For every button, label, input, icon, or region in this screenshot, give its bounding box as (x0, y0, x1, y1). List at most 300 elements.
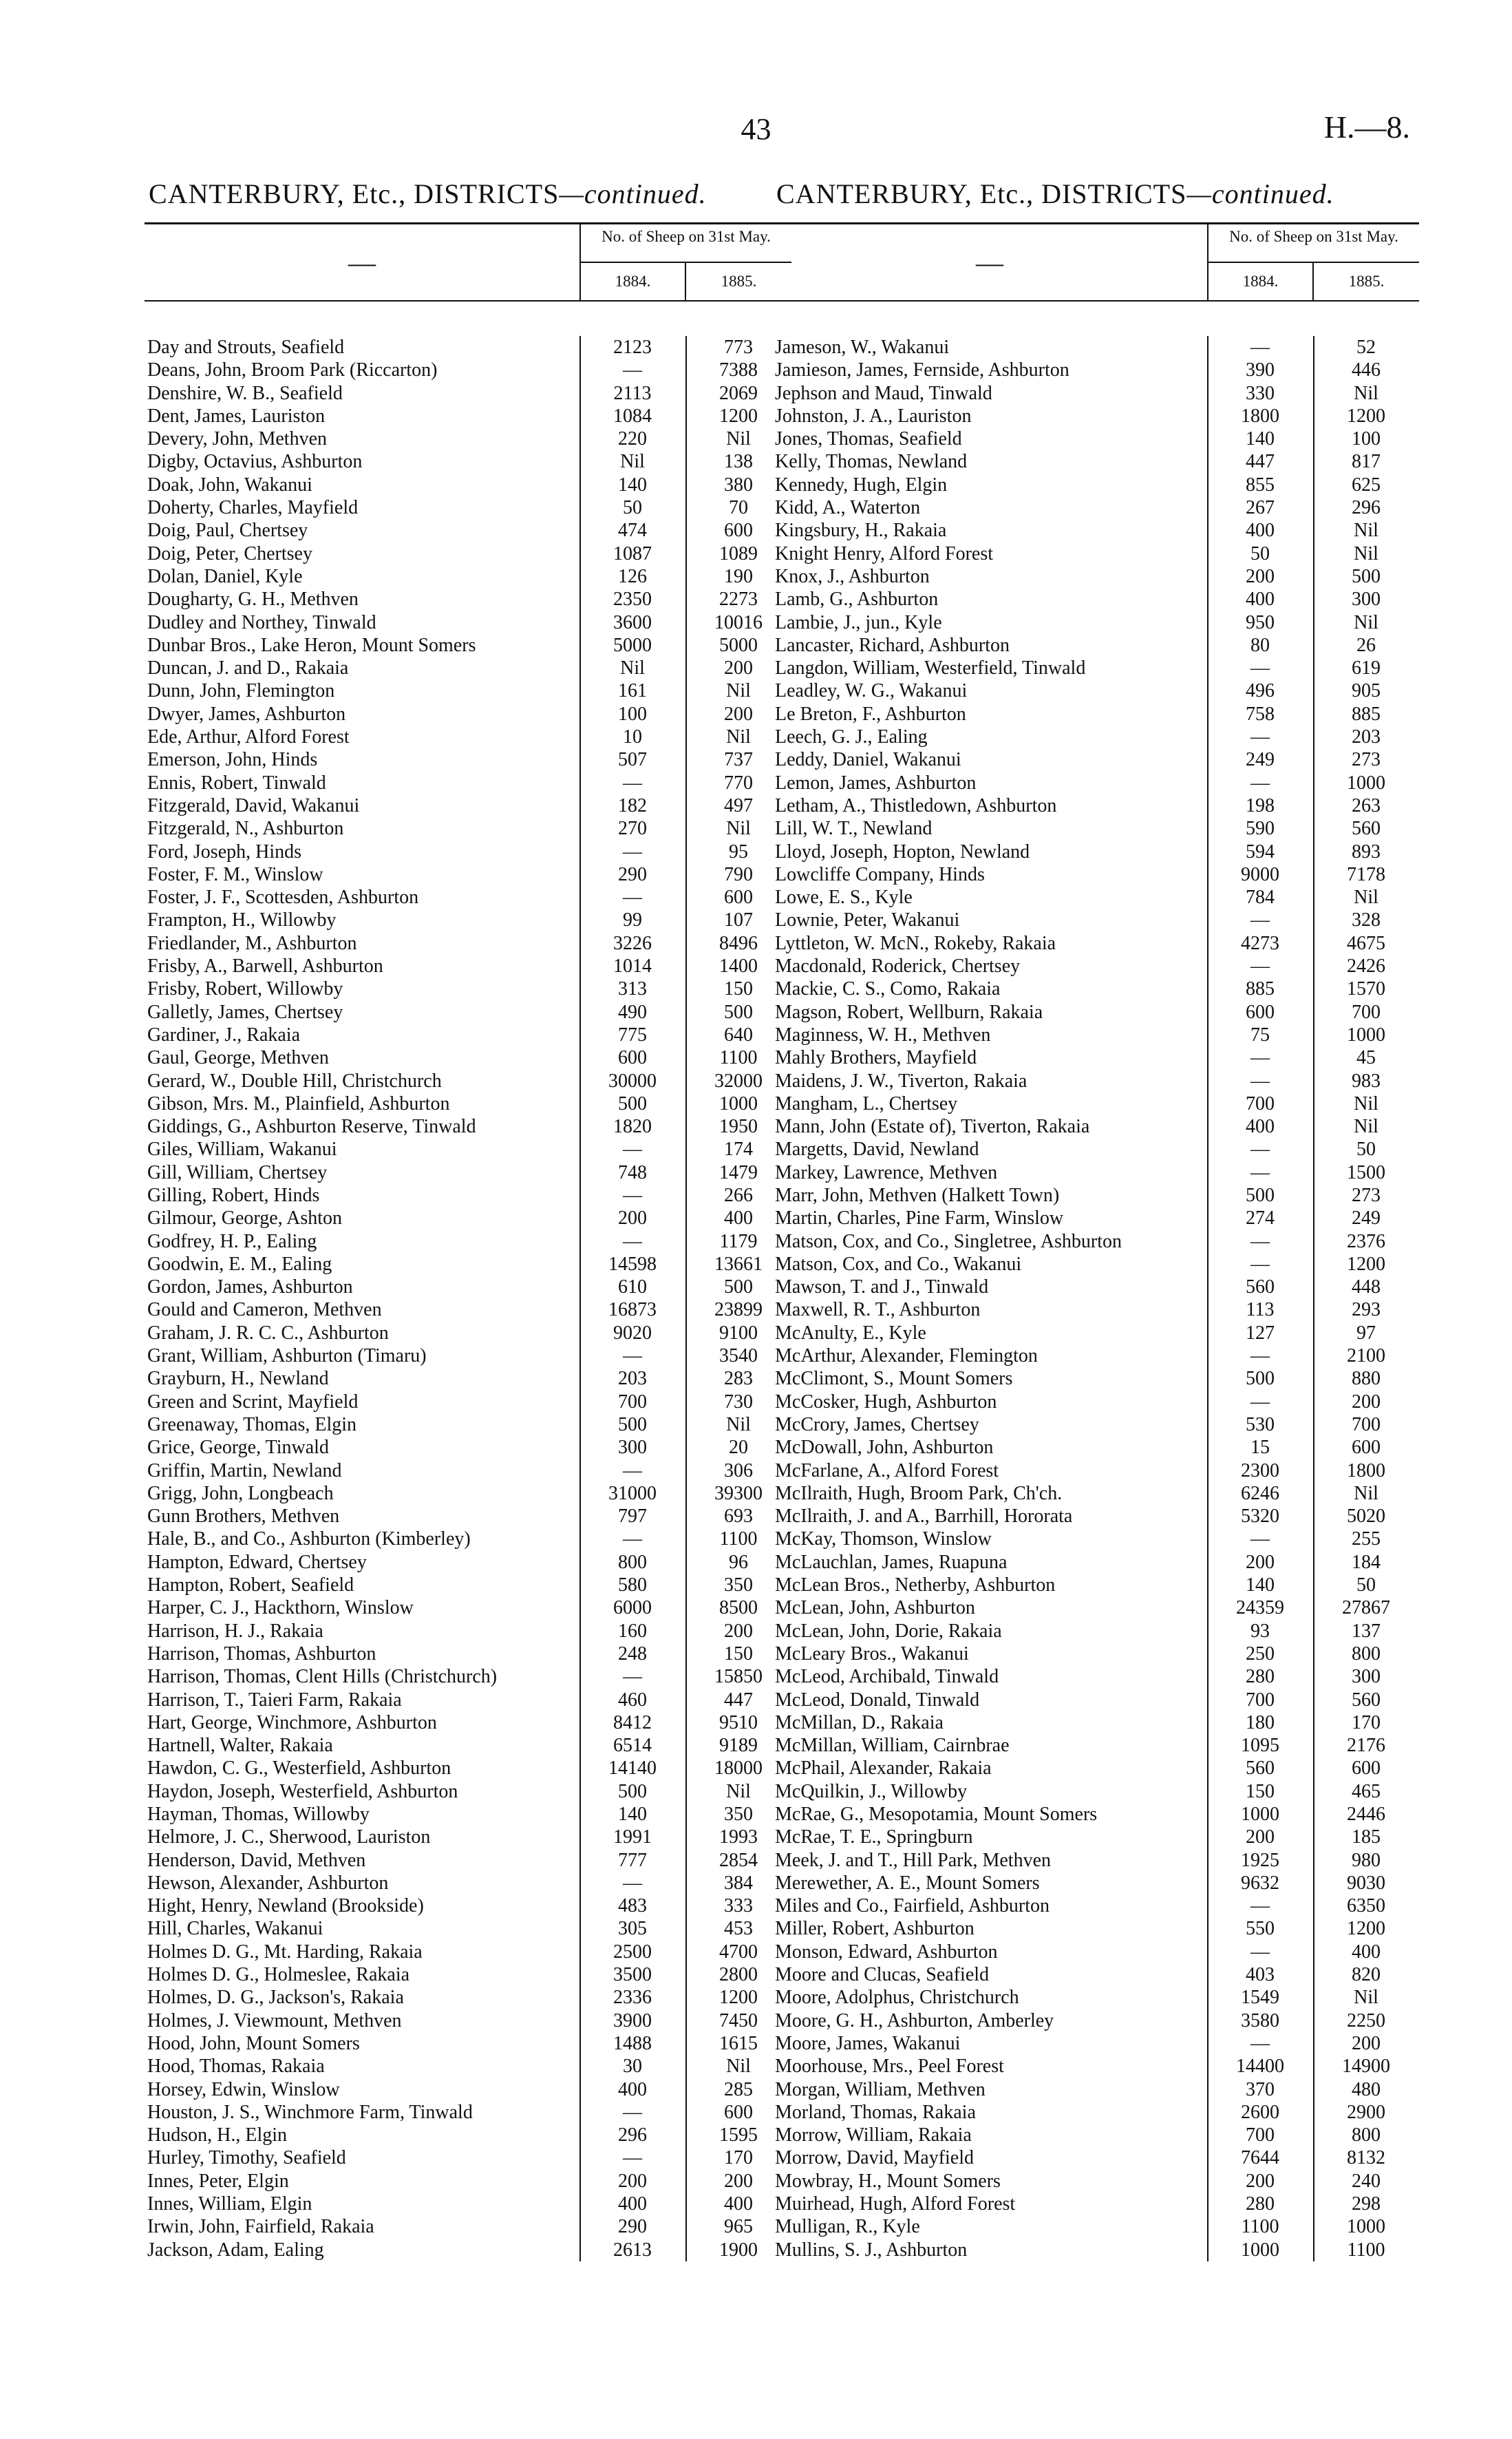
sheep-1885: Nil (1354, 1092, 1378, 1115)
owner-name: Miller, Robert, Ashburton (775, 1918, 975, 1940)
table-row (772, 2009, 1419, 2032)
table-row (772, 1894, 1419, 1917)
table-row (145, 1505, 791, 1528)
table-row (772, 1551, 1419, 1574)
table-row (145, 1138, 791, 1161)
sheep-1885: 96 (729, 1551, 748, 1573)
owner-name: Lemon, James, Ashburton (775, 772, 977, 794)
sheep-1885: Nil (726, 2056, 751, 2078)
sheep-1885: 350 (724, 1574, 753, 1596)
table-row (145, 336, 791, 359)
table-row (145, 1161, 791, 1184)
owner-name: Lancaster, Richard, Ashburton (775, 634, 1010, 656)
sheep-1885: 1179 (719, 1230, 758, 1252)
table-row (145, 588, 791, 611)
table-row (145, 1528, 791, 1550)
owner-name: Harper, C. J., Hackthorn, Winslow (147, 1597, 414, 1619)
table-row (145, 1184, 791, 1207)
table-row (145, 978, 791, 1000)
owner-name: Gordon, James, Ashburton (147, 1276, 353, 1298)
sheep-1884: 3900 (613, 2009, 652, 2031)
sheep-1884: — (623, 359, 642, 381)
sheep-1885: 1000 (1347, 772, 1385, 794)
sheep-1885: Nil (1354, 1987, 1378, 2009)
sheep-1884: 3500 (613, 1964, 652, 1986)
sheep-1885: 26 (1356, 634, 1376, 656)
sheep-1884: 400 (618, 2078, 647, 2100)
owner-name: Grigg, John, Longbeach (147, 1482, 334, 1504)
table-row (145, 703, 791, 726)
table-row (772, 2032, 1419, 2055)
sheep-1885: Nil (726, 726, 751, 748)
table-row (772, 1941, 1419, 1963)
sheep-1885: 8500 (719, 1597, 758, 1619)
sheep-1884: 2350 (613, 589, 652, 611)
sheep-1885: 100 (1352, 428, 1381, 450)
sheep-1885: Nil (726, 818, 751, 840)
sheep-1885: 700 (1352, 1001, 1381, 1023)
sheep-1884: 600 (618, 1047, 647, 1069)
table-row (772, 1070, 1419, 1092)
sheep-1884: 280 (1246, 2193, 1275, 2215)
owner-name: Devery, John, Methven (147, 428, 328, 450)
owner-name: Lownie, Peter, Wakanui (775, 909, 960, 931)
table-row (145, 2009, 791, 2032)
sheep-1884: 610 (618, 1276, 647, 1298)
sheep-1885: 32000 (714, 1070, 763, 1092)
owner-name: Hartnell, Walter, Rakaia (147, 1735, 333, 1757)
sheep-1884: Nil (620, 657, 645, 679)
table-row (772, 1230, 1419, 1253)
owner-name: Monson, Edward, Ashburton (775, 1941, 998, 1963)
right-table-header (772, 224, 1419, 302)
table-row (145, 382, 791, 405)
sheep-1885: 1900 (719, 2239, 758, 2261)
owner-name: Mulligan, R., Kyle (775, 2216, 920, 2238)
sheep-1884: 600 (1246, 1001, 1275, 1023)
sheep-1885: 1089 (719, 542, 758, 564)
table-row (772, 1963, 1419, 1986)
owner-name: Kingsbury, H., Rakaia (775, 520, 947, 542)
owner-name: Markey, Lawrence, Methven (775, 1161, 998, 1183)
sheep-1885: 965 (724, 2216, 753, 2238)
sheep-1884: 140 (618, 1804, 647, 1825)
owner-name: Innes, William, Elgin (147, 2193, 312, 2215)
table-row (145, 2239, 791, 2261)
owner-name: Maginness, W. H., Methven (775, 1024, 991, 1046)
table-row (145, 1115, 791, 1138)
year-1884-header: 1884. (1208, 263, 1314, 300)
page-number: 43 (741, 112, 771, 146)
sheep-1884: 855 (1246, 474, 1275, 496)
sheep-1884: 400 (1246, 589, 1275, 611)
sheep-1885: 465 (1352, 1780, 1381, 1802)
sheep-1885: 497 (724, 794, 753, 816)
owner-name: Hayman, Thomas, Willowby (147, 1804, 370, 1825)
sheep-1884: 2613 (613, 2239, 652, 2261)
table-row (772, 1391, 1419, 1413)
sheep-1884: 550 (1246, 1918, 1275, 1940)
sheep-1885: 1000 (719, 1092, 758, 1115)
table-row (145, 405, 791, 427)
name-column-header: — (976, 246, 1003, 278)
sheep-1885: 600 (724, 520, 753, 542)
sheep-1884: 161 (618, 680, 647, 702)
table-row (145, 2078, 791, 2101)
owner-name: Irwin, John, Fairfield, Rakaia (147, 2216, 374, 2238)
sheep-1884: 1991 (613, 1826, 652, 1848)
sheep-1884: — (1250, 1139, 1270, 1161)
owner-name: Gould and Cameron, Methven (147, 1299, 382, 1321)
sheep-1884: 3600 (613, 611, 652, 633)
table-row (772, 841, 1419, 863)
sheep-1884: 580 (618, 1574, 647, 1596)
table-row (772, 1413, 1419, 1436)
owner-name: Kidd, A., Waterton (775, 497, 921, 519)
sheep-1885: 380 (724, 474, 753, 496)
table-row (772, 1276, 1419, 1298)
table-row (772, 726, 1419, 748)
table-row (145, 2101, 791, 2124)
sheep-1884: 1820 (613, 1116, 652, 1138)
sheep-1885: 14900 (1342, 2056, 1390, 2078)
sheep-1885: 693 (724, 1506, 753, 1528)
sheep-1885: 500 (724, 1276, 753, 1298)
right-column (772, 178, 1419, 2261)
sheep-1885: 983 (1352, 1070, 1381, 1092)
table-row (145, 1780, 791, 1803)
table-row (145, 611, 791, 634)
owner-name: Mawson, T. and J., Tinwald (775, 1276, 989, 1298)
owner-name: Lill, W. T., Newland (775, 818, 933, 840)
sheep-1885: 203 (1352, 726, 1381, 748)
sheep-1885: 560 (1352, 1689, 1381, 1711)
table-row (772, 1780, 1419, 1803)
table-row (145, 634, 791, 657)
sheep-1884: 9632 (1241, 1872, 1279, 1894)
owner-name: Green and Scrint, Mayfield (147, 1391, 359, 1413)
owner-name: McCosker, Hugh, Ashburton (775, 1391, 997, 1413)
table-row (145, 1482, 791, 1505)
owner-name: McFarlane, A., Alford Forest (775, 1459, 999, 1481)
sheep-1884: 2500 (613, 1941, 652, 1963)
sheep-1884: 220 (618, 428, 647, 450)
sheep-1885: 150 (724, 978, 753, 1000)
sheep-1885: 770 (724, 772, 753, 794)
owner-name: Matson, Cox, and Co., Wakanui (775, 1253, 1022, 1275)
sheep-1884: 6000 (613, 1597, 652, 1619)
sheep-1884: — (1250, 955, 1270, 978)
table-row (145, 2215, 791, 2238)
sheep-1884: 14598 (608, 1253, 657, 1275)
sheep-1884: 267 (1246, 497, 1275, 519)
sheep-1884: 14400 (1236, 2056, 1284, 2078)
owner-name: Macdonald, Roderick, Chertsey (775, 955, 1021, 978)
sheep-1884: 9020 (613, 1322, 652, 1344)
owner-name: Matson, Cox, and Co., Singletree, Ashburton (775, 1230, 1122, 1252)
table-row (145, 474, 791, 496)
owner-name: Hawdon, C. G., Westerfield, Ashburton (147, 1757, 451, 1780)
table-row (145, 2193, 791, 2215)
sheep-1885: 1615 (719, 2032, 758, 2054)
sheep-1884: 200 (1246, 1826, 1275, 1848)
sheep-1885: 45 (1356, 1047, 1376, 1069)
sheep-1884: 500 (618, 1780, 647, 1802)
owner-name: Moore and Clucas, Seafield (775, 1964, 990, 1986)
owner-name: Goodwin, E. M., Ealing (147, 1253, 332, 1275)
owner-name: McIlraith, J. and A., Barrhill, Hororata (775, 1506, 1073, 1528)
sheep-1885: 817 (1352, 451, 1381, 473)
table-row (145, 1689, 791, 1711)
sheep-1885: 266 (724, 1184, 753, 1206)
sheep-1884: 500 (618, 1413, 647, 1435)
table-row (772, 1161, 1419, 1184)
sheep-1885: 8496 (719, 932, 758, 954)
sheep-1884: 6246 (1241, 1482, 1279, 1504)
sheep-1884: 748 (618, 1161, 647, 1183)
sheep-1884: 2600 (1241, 2101, 1279, 2123)
sheep-1885: 306 (724, 1459, 753, 1481)
sheep-1884: 140 (1246, 1574, 1275, 1596)
table-row (145, 726, 791, 748)
owner-name: Lowe, E. S., Kyle (775, 887, 913, 909)
sheep-1884: 300 (618, 1437, 647, 1459)
owner-name: Hampton, Edward, Chertsey (147, 1551, 367, 1573)
table-row (772, 427, 1419, 450)
sheep-1885: 9100 (719, 1322, 758, 1344)
owner-name: Gardiner, J., Rakaia (147, 1024, 301, 1046)
sheep-1885: 2800 (719, 1964, 758, 1986)
sheep-1884: 200 (1246, 1551, 1275, 1573)
table-row (772, 1138, 1419, 1161)
owner-name: Hurley, Timothy, Seafield (147, 2147, 346, 2169)
sheep-1884: 203 (618, 1368, 647, 1390)
table-row (772, 2055, 1419, 2078)
sheep-1885: 2250 (1347, 2009, 1385, 2031)
sheep-1884: 10 (623, 726, 642, 748)
owner-name: Hart, George, Winchmore, Ashburton (147, 1711, 437, 1733)
owner-name: Frisby, Robert, Willowby (147, 978, 343, 1000)
table-row (772, 2101, 1419, 2124)
owner-name: Doig, Peter, Chertsey (147, 542, 312, 564)
table-row (145, 450, 791, 473)
owner-name: Grant, William, Ashburton (Timaru) (147, 1345, 427, 1367)
owner-name: Maidens, J. W., Tiverton, Rakaia (775, 1070, 1027, 1092)
owner-name: Dolan, Daniel, Kyle (147, 565, 303, 587)
sheep-1885: 1570 (1347, 978, 1385, 1000)
sheep-1884: 775 (618, 1024, 647, 1046)
sheep-1885: 600 (1352, 1437, 1381, 1459)
sheep-1885: 296 (1352, 497, 1381, 519)
table-row (145, 1643, 791, 1665)
table-row (145, 2170, 791, 2193)
sheep-1885: 263 (1352, 794, 1381, 816)
owner-name: McClimont, S., Mount Somers (775, 1368, 1013, 1390)
owner-name: Le Breton, F., Ashburton (775, 703, 966, 725)
sheep-1884: — (1250, 1161, 1270, 1183)
sheep-1885: 4675 (1347, 932, 1385, 954)
owner-name: Kelly, Thomas, Newland (775, 451, 968, 473)
sheep-1885: 70 (729, 497, 748, 519)
table-row (772, 474, 1419, 496)
sheep-1885: 137 (1352, 1620, 1381, 1642)
owner-name: Ford, Joseph, Hinds (147, 841, 302, 863)
table-row (772, 1528, 1419, 1550)
sheep-1885: 480 (1352, 2078, 1381, 2100)
table-row (145, 2055, 791, 2078)
owner-name: Jephson and Maud, Tinwald (775, 382, 992, 404)
sheep-1885: 293 (1352, 1299, 1381, 1321)
table-row (145, 1298, 791, 1321)
owner-name: Kennedy, Hugh, Elgin (775, 474, 948, 496)
sheep-1885: 8132 (1347, 2147, 1385, 2169)
sheep-1884: 400 (618, 2193, 647, 2215)
table-row (145, 2124, 791, 2146)
table-row (772, 2215, 1419, 2238)
owner-name: Jamieson, James, Fernside, Ashburton (775, 359, 1069, 381)
table-row (145, 1665, 791, 1688)
owner-name: Jameson, W., Wakanui (775, 337, 950, 358)
sheep-1884: 296 (618, 2124, 647, 2146)
table-row (772, 359, 1419, 381)
sheep-1885: 249 (1352, 1207, 1381, 1229)
sheep-1885: 600 (724, 2101, 753, 2123)
sheep-1885: Nil (1354, 1482, 1378, 1504)
owner-name: McKay, Thomson, Winslow (775, 1528, 992, 1550)
owner-name: Denshire, W. B., Seafield (147, 382, 343, 404)
owner-name: Dwyer, James, Ashburton (147, 703, 346, 725)
sheep-1884: 100 (618, 703, 647, 725)
table-row (145, 1872, 791, 1894)
owner-name: McLeary Bros., Wakanui (775, 1643, 969, 1665)
owner-name: Magson, Robert, Wellburn, Rakaia (775, 1001, 1043, 1023)
table-row (145, 772, 791, 794)
table-row (145, 886, 791, 909)
owner-name: McLeod, Donald, Tinwald (775, 1689, 980, 1711)
table-row (772, 1207, 1419, 1229)
table-row (772, 1092, 1419, 1115)
table-row (772, 1505, 1419, 1528)
sheep-1885: 333 (724, 1895, 753, 1917)
table-row (145, 841, 791, 863)
sheep-1885: 1400 (719, 955, 758, 978)
owner-name: Godfrey, H. P., Ealing (147, 1230, 317, 1252)
owner-name: Ede, Arthur, Alford Forest (147, 726, 350, 748)
owner-name: Hewson, Alexander, Ashburton (147, 1872, 389, 1894)
sheep-1885: 10016 (714, 611, 763, 633)
table-row (772, 450, 1419, 473)
owner-name: Mackie, C. S., Como, Rakaia (775, 978, 1001, 1000)
table-row (772, 1344, 1419, 1367)
owner-name: Emerson, John, Hinds (147, 749, 318, 771)
owner-name: Johnston, J. A., Lauriston (775, 405, 972, 427)
sheep-1884: — (623, 841, 642, 863)
table-row (772, 1986, 1419, 2009)
sheep-1884: 474 (618, 520, 647, 542)
table-row (145, 1711, 791, 1734)
owner-name: Moore, James, Wakanui (775, 2032, 961, 2054)
owner-name: Gilling, Robert, Hinds (147, 1184, 320, 1206)
sheep-1885: 2426 (1347, 955, 1385, 978)
table-row (145, 748, 791, 771)
owner-name: Foster, J. F., Scottesden, Ashburton (147, 887, 419, 909)
table-row (772, 565, 1419, 588)
table-row (145, 932, 791, 955)
sheep-1884: — (623, 1666, 642, 1688)
table-row (772, 1482, 1419, 1505)
owner-name: Henderson, David, Methven (147, 1849, 366, 1871)
table-row (145, 542, 791, 565)
table-row (145, 2032, 791, 2055)
sheep-1884: 500 (1246, 1368, 1275, 1390)
sheep-1885: Nil (726, 680, 751, 702)
sheep-1885: 400 (724, 1207, 753, 1229)
sheep-1885: 13661 (714, 1253, 763, 1275)
sheep-1884: 797 (618, 1506, 647, 1528)
sheep-1885: 200 (724, 703, 753, 725)
owner-name: Gerard, W., Double Hill, Christchurch (147, 1070, 442, 1092)
owner-name: McRae, G., Mesopotamia, Mount Somers (775, 1804, 1098, 1825)
sheep-1884: — (623, 1528, 642, 1550)
left-column-title: CANTERBURY, Etc., DISTRICTS—continued. (149, 178, 707, 209)
table-row (772, 1322, 1419, 1344)
table-row (772, 1643, 1419, 1665)
sheep-1884: 496 (1246, 680, 1275, 702)
sheep-1884: 758 (1246, 703, 1275, 725)
table-row (145, 817, 791, 840)
sheep-1884: 530 (1246, 1413, 1275, 1435)
table-row (145, 657, 791, 679)
sheep-1884: 1087 (613, 542, 652, 564)
owner-name: Jackson, Adam, Ealing (147, 2239, 324, 2261)
owner-name: Leadley, W. G., Wakanui (775, 680, 968, 702)
sheep-1885: 18000 (714, 1757, 763, 1780)
owner-name: Ennis, Robert, Tinwald (147, 772, 326, 794)
sheep-1884: 1800 (1241, 405, 1279, 427)
sheep-1885: 50 (1356, 1574, 1376, 1596)
sheep-1885: 300 (1352, 1666, 1381, 1688)
owner-name: McLean, John, Ashburton (775, 1597, 975, 1619)
table-row (772, 1689, 1419, 1711)
table-row (145, 863, 791, 886)
sheep-1885: 170 (724, 2147, 753, 2169)
sheep-1885: 328 (1352, 909, 1381, 931)
sheep-1885: 800 (1352, 2124, 1381, 2146)
sheep-1885: 1950 (719, 1116, 758, 1138)
sheep-1885: 150 (724, 1643, 753, 1665)
sheep-1885: Nil (1354, 887, 1378, 909)
sheep-1885: 7450 (719, 2009, 758, 2031)
sheep-1885: 384 (724, 1872, 753, 1894)
table-row (772, 657, 1419, 679)
left-column (145, 178, 791, 2261)
sheep-1884: 5320 (1241, 1506, 1279, 1528)
table-row (772, 1115, 1419, 1138)
owner-name: Frisby, A., Barwell, Ashburton (147, 955, 383, 978)
sheep-1885: 730 (724, 1391, 753, 1413)
sheep-1884: 126 (618, 565, 647, 587)
sheep-1884: — (623, 1459, 642, 1481)
owner-name: Gunn Brothers, Methven (147, 1506, 340, 1528)
sheep-1884: 313 (618, 978, 647, 1000)
table-row (145, 1322, 791, 1344)
sheep-1884: 1000 (1241, 1804, 1279, 1825)
sheep-1884: Nil (620, 451, 645, 473)
sheep-1885: 1800 (1347, 1459, 1385, 1481)
owner-name: Doherty, Charles, Mayfield (147, 497, 359, 519)
sheep-1885: 1100 (1347, 2239, 1385, 2261)
sheep-1885: 905 (1352, 680, 1381, 702)
